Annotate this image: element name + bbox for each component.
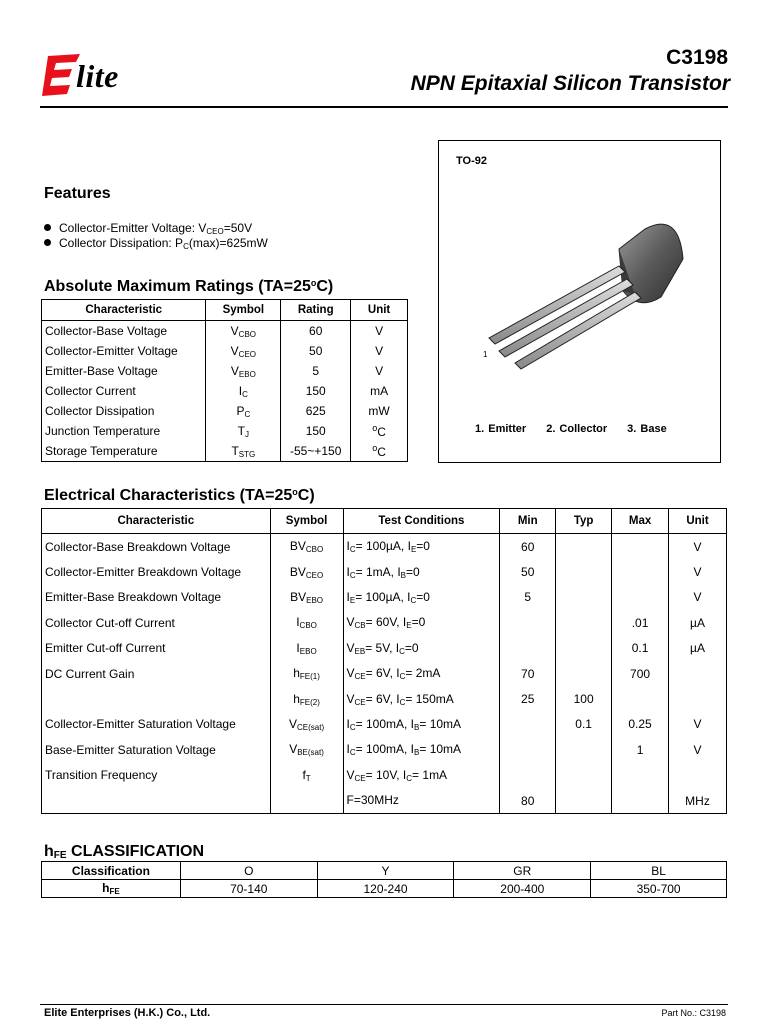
symbol-cell: $V_{CBO}$ [206, 321, 281, 342]
characteristic-cell: Collector Dissipation [42, 401, 206, 421]
characteristic-cell: Storage Temperature [42, 441, 206, 462]
table-row [42, 585, 727, 610]
test-conditions-cell: $I_C= 1mA$, $I_B=0$ [343, 559, 500, 584]
characteristic-cell: Emitter-Base Breakdown Voltage [42, 585, 271, 610]
symbol-cell [270, 788, 343, 814]
unit-cell: µA [669, 610, 727, 635]
typ-cell [556, 763, 612, 788]
typ-cell [556, 788, 612, 814]
table-header-row: Characteristic Symbol Test Conditions Min Typ Max Unit [42, 509, 727, 534]
min-cell: 60 [500, 534, 556, 560]
package-name: TO-92 [456, 155, 487, 167]
symbol-cell: $h_{FE(2)}$ [270, 686, 343, 711]
typ-cell [556, 559, 612, 584]
table-header-row: Characteristic Symbol Rating Unit [42, 300, 408, 321]
test-conditions-cell: $I_C= 100mA$, $I_B= 10mA$ [343, 712, 500, 737]
typ-cell: 100 [556, 686, 612, 711]
unit-cell [669, 763, 727, 788]
characteristic-cell: Emitter Cut-off Current [42, 636, 271, 661]
table-row: Classification O Y GR BL [42, 862, 727, 880]
characteristic-cell: Collector-Base Breakdown Voltage [42, 534, 271, 560]
abs-max-table [41, 299, 408, 462]
footer-part: Part No.: C3198 [661, 1008, 726, 1018]
table-row [42, 788, 727, 814]
unit-cell: $^o$C [351, 441, 408, 462]
min-cell: 50 [500, 559, 556, 584]
symbol-cell: $V_{CE(sat)}$ [270, 712, 343, 737]
typ-cell [556, 534, 612, 560]
symbol-cell: $I_{EBO}$ [270, 636, 343, 661]
characteristic-cell: Collector Current [42, 381, 206, 401]
page-title: NPN Epitaxial Silicon Transistor [410, 72, 730, 95]
pin-label: 1. Emitter [475, 423, 527, 435]
max-cell [612, 788, 669, 814]
characteristic-cell: Junction Temperature [42, 421, 206, 441]
unit-cell: MHz [669, 788, 727, 814]
min-cell: 80 [500, 788, 556, 814]
characteristic-cell [42, 686, 271, 711]
typ-cell [556, 661, 612, 686]
table-row [42, 559, 727, 584]
table-row: $h_{FE}$ 70-140 120-240 200-400 350-700 [42, 880, 727, 898]
hfe-class-table [41, 861, 727, 898]
pin-labels [475, 423, 667, 435]
unit-cell: V [669, 534, 727, 560]
symbol-cell: $I_C$ [206, 381, 281, 401]
test-conditions-cell: $V_{CE}= 6V$, $I_C= 150mA$ [343, 686, 500, 711]
characteristic-cell: Collector-Emitter Voltage [42, 341, 206, 361]
test-conditions-cell: $V_{CB}= 60V$, $I_E=0$ [343, 610, 500, 635]
min-cell [500, 636, 556, 661]
header-divider [40, 106, 728, 108]
table-row [42, 361, 408, 381]
rating-cell: 5 [281, 361, 351, 381]
max-cell: 0.1 [612, 636, 669, 661]
symbol-cell: $I_{CBO}$ [270, 610, 343, 635]
feature-item: Collector-Emitter Voltage: $V_{CEO}=50V$ [44, 221, 252, 236]
pin-marker: 1 [483, 350, 488, 359]
rating-cell: 625 [281, 401, 351, 421]
symbol-cell: $h_{FE(1)}$ [270, 661, 343, 686]
table-row [42, 421, 408, 441]
rating-cell: -55~+150 [281, 441, 351, 462]
characteristic-cell: Collector Cut-off Current [42, 610, 271, 635]
max-cell: 700 [612, 661, 669, 686]
unit-cell: mA [351, 381, 408, 401]
typ-cell [556, 737, 612, 762]
package-diagram-box [438, 140, 721, 463]
symbol-cell: $BV_{CBO}$ [270, 534, 343, 560]
max-cell [612, 534, 669, 560]
symbol-cell: $V_{BE(sat)}$ [270, 737, 343, 762]
max-cell: .01 [612, 610, 669, 635]
max-cell [612, 585, 669, 610]
table-row [42, 441, 408, 462]
table-row [42, 661, 727, 686]
elec-heading: Electrical Characteristics $(TA=25^oC)$ [44, 487, 315, 504]
max-cell [612, 763, 669, 788]
abs-max-heading: Absolute Maximum Ratings $(TA=25^oC)$ [44, 278, 334, 295]
symbol-cell: $P_C$ [206, 401, 281, 421]
symbol-cell: $BV_{CEO}$ [270, 559, 343, 584]
characteristic-cell: Base-Emitter Saturation Voltage [42, 737, 271, 762]
features-heading: Features [44, 185, 111, 202]
typ-cell: 0.1 [556, 712, 612, 737]
unit-cell: V [351, 341, 408, 361]
symbol-cell: $BV_{EBO}$ [270, 585, 343, 610]
characteristic-cell: Emitter-Base Voltage [42, 361, 206, 381]
characteristic-cell [42, 788, 271, 814]
pin-label: 2. Collector [546, 423, 608, 435]
company-logo [40, 50, 150, 105]
min-cell [500, 763, 556, 788]
table-row [42, 737, 727, 762]
to92-package-icon [439, 171, 720, 431]
pin-label: 3. Base [627, 423, 667, 435]
elec-char-table [41, 508, 727, 814]
unit-cell: mW [351, 401, 408, 421]
table-row [42, 686, 727, 711]
symbol-cell: $f_T$ [270, 763, 343, 788]
typ-cell [556, 610, 612, 635]
table-row [42, 763, 727, 788]
min-cell [500, 712, 556, 737]
table-row [42, 401, 408, 421]
test-conditions-cell: $V_{CE}= 6V$, $I_C= 2mA$ [343, 661, 500, 686]
unit-cell: V [669, 737, 727, 762]
test-conditions-cell: $V_{EB}= 5V$, $I_C=0$ [343, 636, 500, 661]
min-cell: 25 [500, 686, 556, 711]
symbol-cell: $V_{CEO}$ [206, 341, 281, 361]
min-cell: 70 [500, 661, 556, 686]
characteristic-cell: Transition Frequency [42, 763, 271, 788]
unit-cell: $^o$C [351, 421, 408, 441]
characteristic-cell: Collector-Emitter Saturation Voltage [42, 712, 271, 737]
bullet-icon [44, 239, 51, 246]
unit-cell: V [351, 361, 408, 381]
test-conditions-cell: $I_C= 100\mu A$, $I_E=0$ [343, 534, 500, 560]
table-row [42, 534, 727, 560]
feature-item: Collector Dissipation: $P_C(\max)=625mW$ [44, 236, 268, 251]
min-cell [500, 737, 556, 762]
unit-cell [669, 686, 727, 711]
footer-company: Elite Enterprises (H.K.) Co., Ltd. [44, 1007, 211, 1019]
unit-cell [669, 661, 727, 686]
table-row [42, 610, 727, 635]
max-cell: 1 [612, 737, 669, 762]
table-row [42, 381, 408, 401]
min-cell: 5 [500, 585, 556, 610]
min-cell [500, 610, 556, 635]
test-conditions-cell: $I_C= 100mA$, $I_B= 10mA$ [343, 737, 500, 762]
rating-cell: 150 [281, 421, 351, 441]
logo-text: lite [76, 58, 119, 94]
unit-cell: µA [669, 636, 727, 661]
table-row [42, 341, 408, 361]
symbol-cell: $V_{EBO}$ [206, 361, 281, 381]
footer-divider [40, 1004, 728, 1005]
test-conditions-cell: F=30MHz [343, 788, 500, 814]
rating-cell: 60 [281, 321, 351, 342]
symbol-cell: $T_J$ [206, 421, 281, 441]
table-row [42, 636, 727, 661]
part-number: C3198 [666, 46, 728, 69]
bullet-icon [44, 224, 51, 231]
max-cell [612, 559, 669, 584]
table-row [42, 712, 727, 737]
characteristic-cell: Collector-Emitter Breakdown Voltage [42, 559, 271, 584]
unit-cell: V [351, 321, 408, 342]
max-cell: 0.25 [612, 712, 669, 737]
typ-cell [556, 636, 612, 661]
characteristic-cell: Collector-Base Voltage [42, 321, 206, 342]
test-conditions-cell: $V_{CE}= 10V$, $I_C= 1mA$ [343, 763, 500, 788]
typ-cell [556, 585, 612, 610]
test-conditions-cell: $I_E= 100\mu A$, $I_C=0$ [343, 585, 500, 610]
unit-cell: V [669, 585, 727, 610]
unit-cell: V [669, 712, 727, 737]
unit-cell: V [669, 559, 727, 584]
characteristic-cell: DC Current Gain [42, 661, 271, 686]
max-cell [612, 686, 669, 711]
hfe-heading: $h_{FE}$ CLASSIFICATION [44, 843, 205, 861]
symbol-cell: $T_{STG}$ [206, 441, 281, 462]
table-row [42, 321, 408, 342]
rating-cell: 50 [281, 341, 351, 361]
rating-cell: 150 [281, 381, 351, 401]
